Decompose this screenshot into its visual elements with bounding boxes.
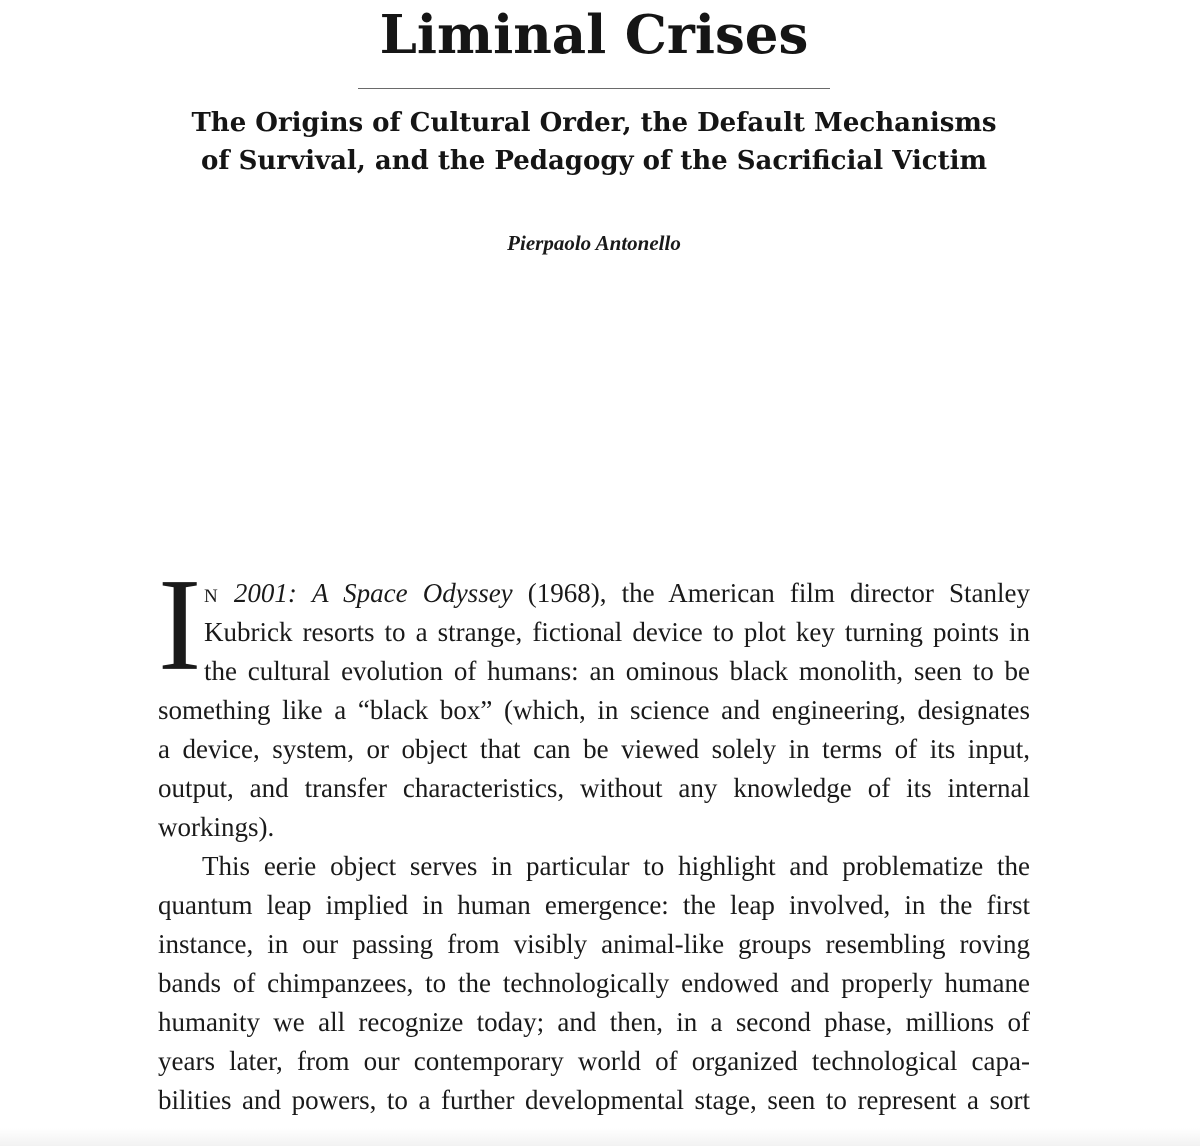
- text-line: something like a “black box” (which, in science and engineering, designates: [158, 695, 1030, 725]
- author-name: Pierpaolo Antonello: [507, 231, 681, 255]
- text-line: bilities and powers, to a further developmental stage, seen to represent a sort: [158, 1085, 1030, 1115]
- text-line: This eerie object serves in particular to highlight and problematize the: [202, 851, 1030, 881]
- subtitle-line: of Survival, and the Pedagogy of the Sacrificial Victim: [201, 146, 987, 176]
- film-year-italic: 2001:: [233, 578, 297, 608]
- drop-cap-letter: I: [158, 551, 202, 699]
- text-line: years later, from our contemporary world of organized technological capa-: [158, 1046, 1030, 1076]
- paragraph-1: [158, 551, 1031, 847]
- text-run: (1968), the American film director Stanley: [527, 578, 1031, 608]
- chapter-subtitle: [150, 104, 1038, 180]
- text-line: instance, in our passing from visibly animal-like groups resembling roving: [158, 929, 1030, 959]
- text-line: a device, system, or object that can be viewed solely in terms of its input,: [158, 734, 1030, 764]
- text-run: n: [204, 578, 219, 608]
- text-line: humanity we all recognize today; and then, in a second phase, millions of: [158, 1007, 1030, 1037]
- chapter-title: Liminal Crises: [379, 4, 809, 66]
- text-line: output, and transfer characteristics, without any knowledge of its internal: [158, 773, 1030, 803]
- page-bottom-edge: [0, 1128, 1200, 1146]
- body-text: [158, 551, 1031, 1146]
- subtitle-line: The Origins of Cultural Order, the Default Mechanisms: [191, 108, 997, 138]
- text-line: the cultural evolution of humans: an ominous black monolith, seen to be: [204, 656, 1030, 686]
- film-title-italic: A Space Odyssey: [311, 578, 513, 608]
- text-line: bands of chimpanzees, to the technologically endowed and properly humane: [158, 968, 1030, 998]
- title-divider: [358, 88, 830, 89]
- text-line: [158, 574, 1030, 613]
- text-line: Kubrick resorts to a strange, fictional device to plot key turning points in: [204, 617, 1030, 647]
- paragraph-2: [158, 847, 1030, 1146]
- text-line: workings).: [158, 812, 275, 842]
- text-line: quantum leap implied in human emergence: the leap involved, in the first: [158, 890, 1030, 920]
